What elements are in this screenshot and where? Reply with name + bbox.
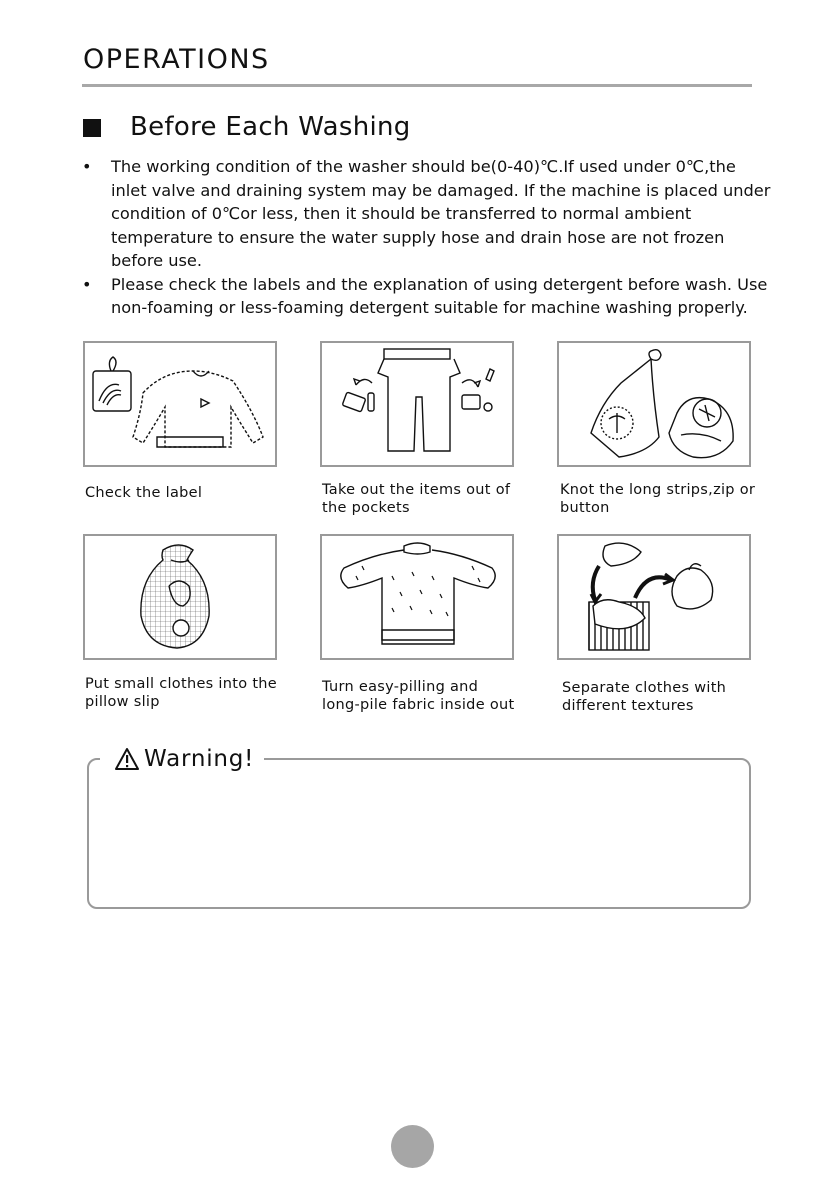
step-image-separate (557, 534, 751, 660)
bullet-item (82, 273, 782, 320)
knot-strips-icon (559, 343, 749, 465)
step-caption: Separate clothes with different textures (562, 680, 727, 714)
pillow-slip-icon (85, 536, 275, 658)
warning-header (100, 744, 264, 774)
step-image-knot (557, 341, 751, 467)
separate-clothes-icon (559, 536, 749, 658)
title-rule (82, 84, 752, 87)
step-image-check-label (83, 341, 277, 467)
bullet-line: non-foaming or less-foaming detergent suitable for machine washing properly. (111, 298, 748, 317)
step-caption: Knot the long strips,zip or button (560, 482, 756, 516)
step-caption: Check the label (85, 485, 203, 501)
bullet-line: inlet valve and draining system may be damaged. If the machine is placed under (111, 180, 771, 200)
bullet-line: temperature to ensure the water supply hose and drain hose are not frozen (111, 227, 725, 247)
step-caption: Turn easy-pilling and long-pile fabric inside out (322, 679, 515, 713)
bullet-line: The working condition of the washer should be(0-40)℃.If used under 0℃,the (111, 157, 736, 176)
section-title: Before Each Washing (130, 112, 411, 142)
inside-out-sweater-icon (322, 536, 512, 658)
bullet-line: before use. (111, 251, 203, 270)
bullet-dot: • (82, 274, 92, 294)
bullet-line: condition of 0℃or less, then it should be transferred to normal ambient (111, 204, 692, 223)
label-sweater-icon (85, 343, 275, 465)
warning-triangle-icon (114, 747, 140, 771)
bullet-item (82, 155, 782, 273)
page-title: OPERATIONS (83, 44, 270, 75)
pocket-items-icon (322, 343, 512, 465)
step-caption: Take out the items out of the pockets (322, 482, 511, 516)
step-caption: Put small clothes into the pillow slip (85, 676, 278, 710)
step-image-inside-out (320, 534, 514, 660)
warning-box (87, 758, 751, 909)
step-image-pockets (320, 341, 514, 467)
bullet-list (82, 155, 782, 320)
step-image-pillow (83, 534, 277, 660)
bullet-line: Please check the labels and the explanation of using detergent before wash. Use (111, 274, 768, 294)
warning-title: Warning! (144, 746, 255, 772)
section-square-icon (83, 119, 101, 137)
bullet-dot: • (82, 157, 92, 176)
page-number-badge (391, 1125, 434, 1168)
